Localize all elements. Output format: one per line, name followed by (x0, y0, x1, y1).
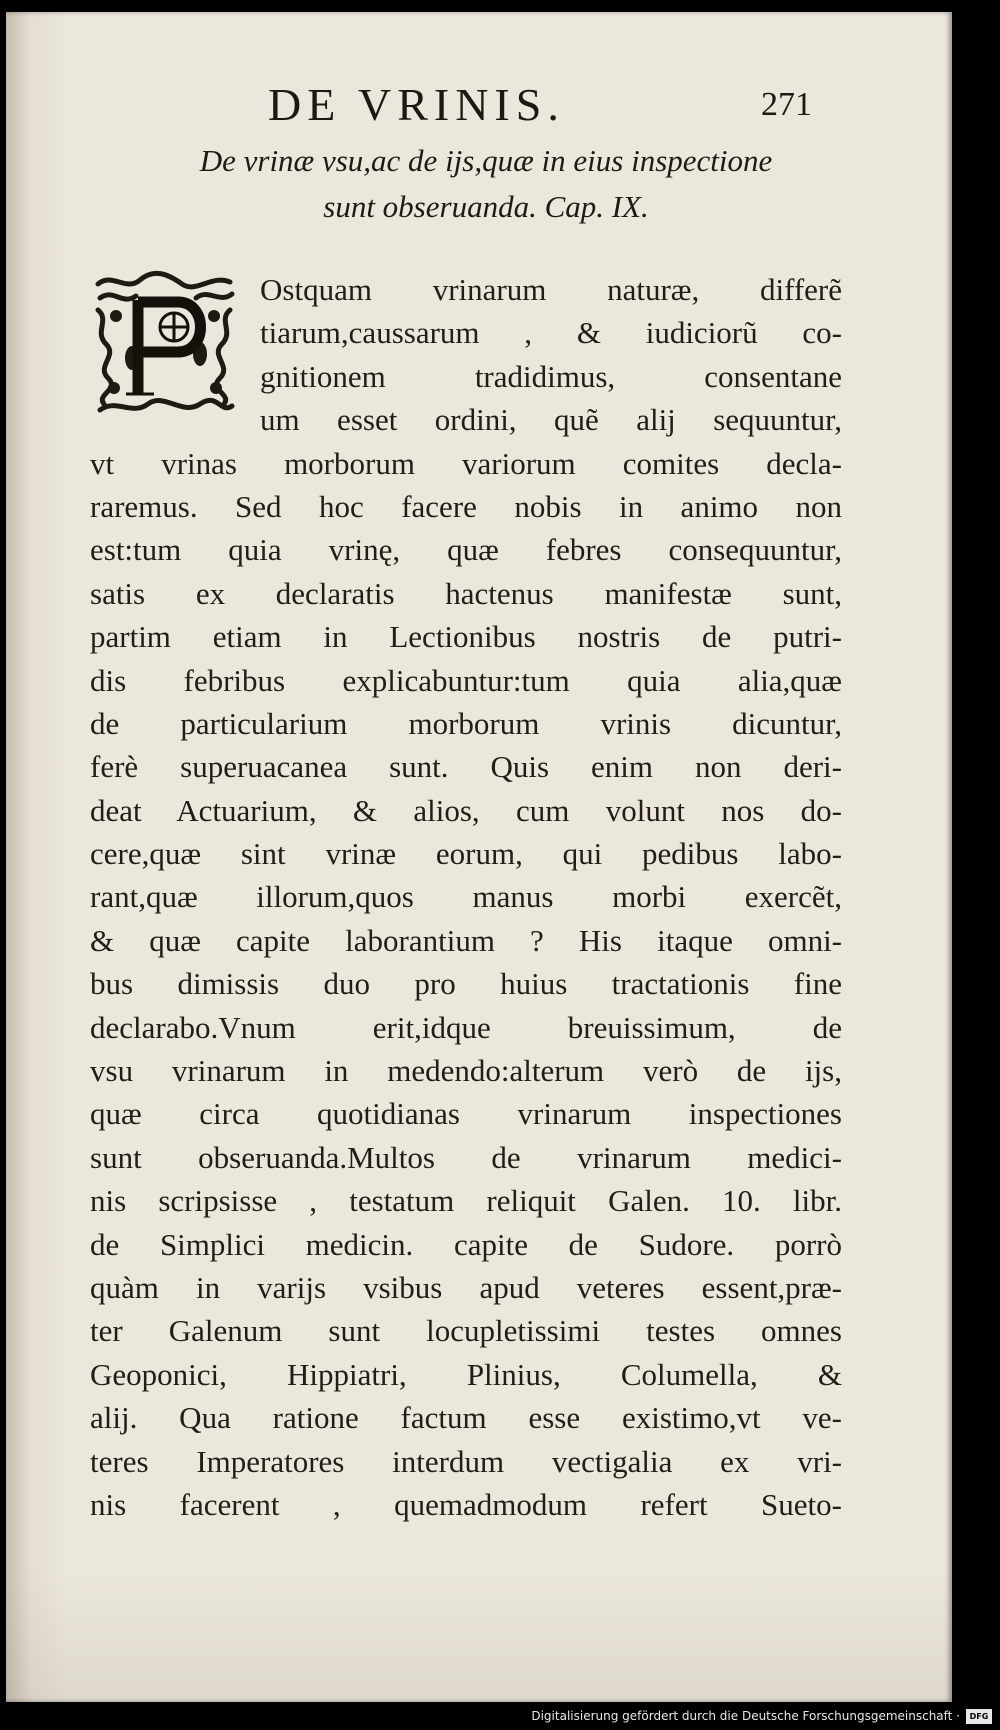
text-line: sunt obseruanda.Multos de vrinarum medici- (90, 1139, 842, 1175)
text-line: teres Imperatores interdum vectigalia ex vri- (90, 1443, 842, 1479)
book-page (6, 12, 952, 1702)
text-line: quæ circa quotidianas vrinarum inspectiones (90, 1096, 842, 1132)
text-line: rant,quæ illorum,quos manus morbi exercẽt, (90, 879, 842, 915)
page-number: 271 (761, 86, 812, 123)
text-line: declarabo.Vnum erit,idque breuissimum, de (90, 1009, 842, 1045)
text-line: vt vrinas morborum variorum comites decla- (90, 445, 842, 481)
text-line: Ostquam vrinarum naturæ, differẽ (260, 272, 842, 307)
text-line: ferè superuacanea sunt. Quis enim non deri- (90, 749, 842, 785)
chapter-heading (126, 138, 846, 230)
text-line: quàm in varijs vsibus apud veteres essent,præ- (90, 1269, 842, 1305)
text-line: nis facerent , quemadmodum refert Sueto- (90, 1486, 842, 1522)
text-line: cere,quæ sint vrinæ eorum, qui pedibus labo- (90, 836, 842, 872)
dfg-logo: DFG (966, 1709, 992, 1724)
text-line: um esset ordini, quẽ alij sequuntur, (260, 402, 842, 438)
text-line: ter Galenum sunt locupletissimi testes omnes (90, 1313, 842, 1349)
running-head: DE VRINIS. (268, 79, 565, 130)
text-line: Geoponici, Hippiatri, Plinius, Columella, & (90, 1356, 842, 1392)
text-line: gnitionem tradidimus, consentane (260, 358, 842, 394)
text-line: nis scripsisse , testatum reliquit Galen. 10. libr. (90, 1183, 842, 1219)
chapter-heading-line-2: sunt obseruanda. Cap. IX. (323, 189, 649, 224)
text-line: tiarum,caussarum , & iudiciorũ co- (260, 315, 842, 351)
digitization-credit: Digitalisierung gefördert durch die Deutsche Forschungsgemeinschaft · (531, 1709, 960, 1723)
text-line: de particularium morborum vrinis dicuntur, (90, 705, 842, 741)
text-line: partim etiam in Lectionibus nostris de putri- (90, 619, 842, 655)
text-line: vsu vrinarum in medendo:alterum verò de ijs, (90, 1053, 842, 1089)
text-line: satis ex declaratis hactenus manifestæ sunt, (90, 575, 842, 611)
text-line: raremus. Sed hoc facere nobis in animo non (90, 488, 842, 524)
text-line: deat Actuarium, & alios, cum volunt nos do- (90, 792, 842, 828)
text-line: de Simplici medicin. capite de Sudore. porrò (90, 1226, 842, 1262)
text-line: alij. Qua ratione factum esse existimo,vt ve- (90, 1400, 842, 1436)
chapter-heading-line-1: De vrinæ vsu,ac de ijs,quæ in eius inspectione (199, 143, 773, 178)
text-line: dis febribus explicabuntur:tum quia alia,quæ (90, 662, 842, 698)
text-line: est:tum quia vrinę, quæ febres consequuntur, (90, 532, 842, 568)
text-line: bus dimissis duo pro huius tractationis fine (90, 966, 842, 1002)
chapter-body-text (90, 268, 842, 1526)
text-line: & quæ capite laborantium ? His itaque omni- (90, 922, 842, 958)
